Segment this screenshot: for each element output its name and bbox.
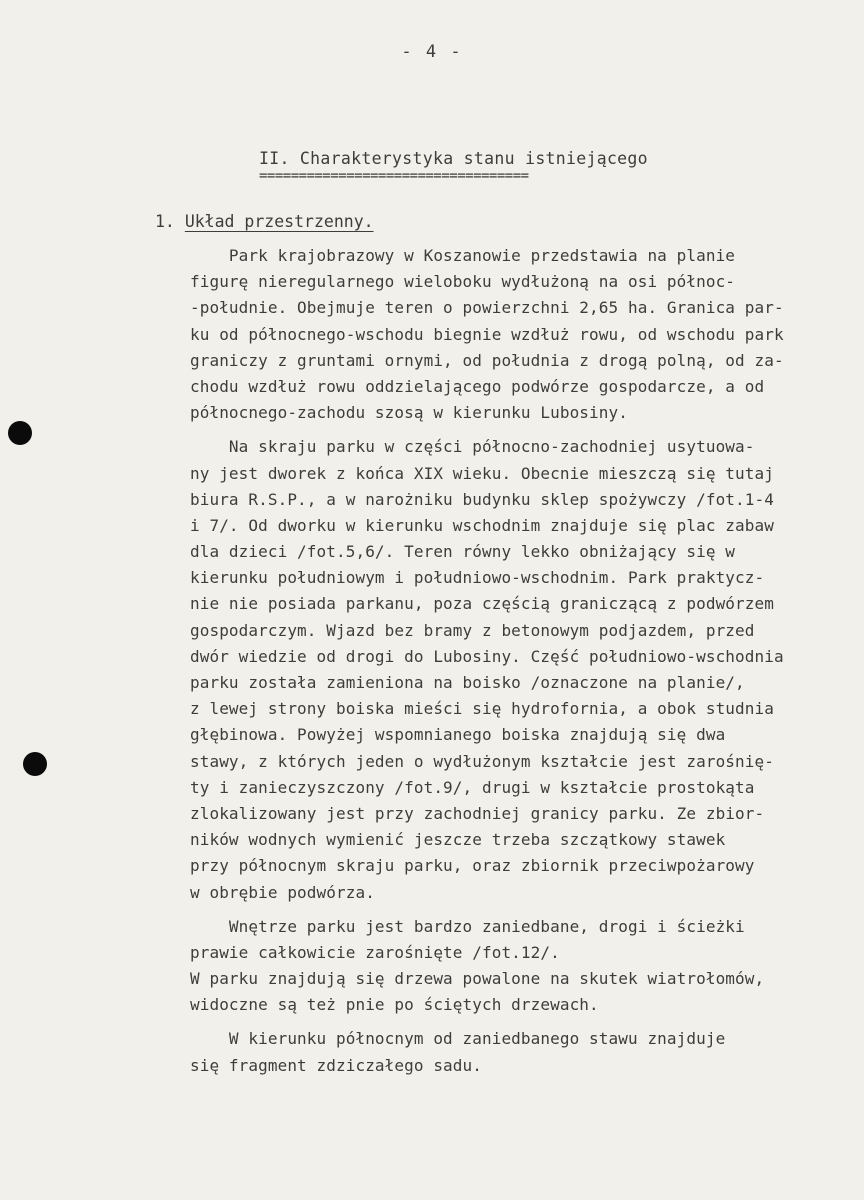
paragraph [190, 1026, 784, 1078]
section-title-underline: ================================== [259, 168, 529, 184]
text-line: stawy, z których jeden o wydłużonym kształcie jest zarośnię- [190, 751, 774, 771]
text-line: Park krajobrazowy w Koszanowie przedstawia na planie [190, 246, 736, 265]
text-line: chodu wzdłuż rowu oddzielającego podwórze gospodarcze, a od [190, 376, 765, 396]
page-number: - 4 - [401, 42, 463, 62]
text-line: dla dzieci /fot.5,6/. Teren równy lekko obniżający się w [190, 542, 736, 562]
text-line: zlokalizowany jest przy zachodniej granicy parku. Ze zbior- [190, 803, 765, 823]
text-line: ny jest dworek z końca XIX wieku. Obecnie mieszczą się tutaj [190, 463, 774, 483]
text-line: gospodarczym. Wjazd bez bramy z betonowym podjazdem, przed [190, 620, 755, 640]
punch-hole-lower [23, 752, 47, 776]
paragraph [190, 243, 784, 426]
text-line: biura R.S.P., a w narożniku budynku sklep spożywczy /fot.1-4 [190, 489, 774, 509]
text-line: nie nie posiada parkanu, poza częścią graniczącą z podwórzem [190, 594, 774, 614]
subsection-title: Układ przestrzenny. [184, 212, 374, 231]
text-line: się fragment zdziczałego sadu. [190, 1055, 482, 1075]
subsection-heading [155, 212, 374, 231]
text-line: graniczy z gruntami ornymi, od południa z drogą polną, od za- [190, 350, 784, 370]
text-line: Wnętrze parku jest bardzo zaniedbane, drogi i ścieżki [190, 916, 745, 936]
punch-hole-upper [8, 421, 32, 445]
paragraph [190, 434, 784, 905]
section-title: II. Charakterystyka stanu istniejącego [259, 149, 648, 168]
subsection-number: 1. [155, 212, 175, 231]
text-line: Na skraju parku w części północno-zachodniej usytuowa- [190, 437, 755, 457]
text-line: z lewej strony boiska mieści się hydrofornia, a obok studnia [190, 699, 774, 719]
text-line: figurę nieregularnego wieloboku wydłużoną na osi północ- [190, 272, 736, 292]
text-line: ty i zanieczyszczony /fot.9/, drugi w kształcie prostokąta [190, 777, 755, 797]
text-line: prawie całkowicie zarośnięte /fot.12/. [190, 942, 560, 962]
paragraph [190, 914, 784, 1019]
text-line: W kierunku północnym od zaniedbanego stawu znajduje [190, 1029, 726, 1049]
text-line: widoczne są też pnie po ściętych drzewach. [190, 995, 599, 1015]
text-line: północnego-zachodu szosą w kierunku Lubosiny. [190, 403, 628, 423]
text-line: przy północnym skraju parku, oraz zbiornik przeciwpożarowy [190, 856, 755, 876]
text-line: w obrębie podwórza. [190, 882, 375, 902]
body-text [190, 243, 784, 1079]
text-line: -południe. Obejmuje teren o powierzchni 2,65 ha. Granica par- [190, 298, 784, 318]
text-line: ku od północnego-wschodu biegnie wzdłuż rowu, od wschodu park [190, 324, 784, 344]
text-line: i 7/. Od dworku w kierunku wschodnim znajduje się plac zabaw [190, 515, 774, 535]
text-line: dwór wiedzie od drogi do Lubosiny. Część południowo-wschodnia [190, 646, 784, 666]
text-line: głębinowa. Powyżej wspomnianego boiska znajdują się dwa [190, 725, 726, 745]
text-line: W parku znajdują się drzewa powalone na skutek wiatrołomów, [190, 969, 765, 989]
text-line: kierunku południowym i południowo-wschodnim. Park praktycz- [190, 568, 765, 588]
text-line: ników wodnych wymienić jeszcze trzeba szczątkowy stawek [190, 830, 726, 850]
text-line: parku została zamieniona na boisko /oznaczone na planie/, [190, 673, 745, 692]
